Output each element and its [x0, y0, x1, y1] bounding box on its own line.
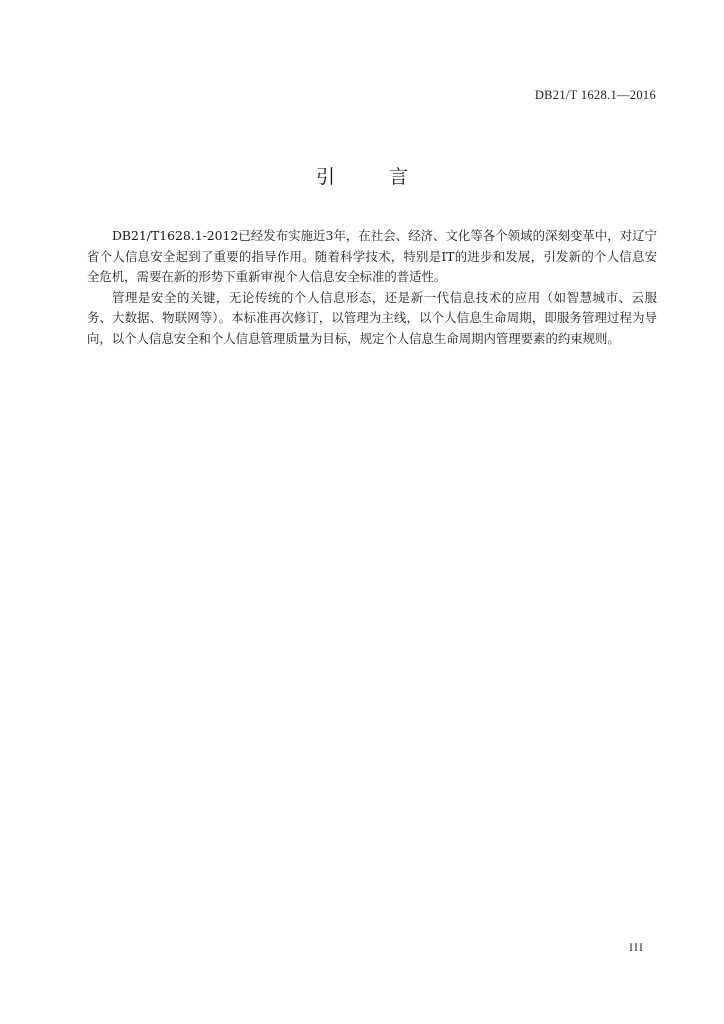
- body-text: [87, 226, 657, 349]
- page-number: III: [629, 940, 644, 954]
- section-title: 引 言: [315, 166, 433, 188]
- paragraph-2: 管理是安全的关键，无论传统的个人信息形态，还是新一代信息技术的应用（如智慧城市、云服务、大数据、物联网等）。本标准再次修订，以管理为主线，以个人信息生命周期，即服务管理过程为导向，以个人信息安全和个人信息管理质量为目标，规定个人信息生命周期内管理要素的约束规则。: [87, 289, 657, 346]
- document-code: DB21/T 1628.1—2016: [534, 88, 656, 102]
- paragraph-1: DB21/T1628.1-2012已经发布实施近3年，在社会、经济、文化等各个领域的深刻变革中，对辽宁省个人信息安全起到了重要的指导作用。随着科学技术，特别是IT的进步和发展，引发新的个人信息安全危机，需要在新的形势下重新审视个人信息安全标准的普适性。: [87, 228, 657, 284]
